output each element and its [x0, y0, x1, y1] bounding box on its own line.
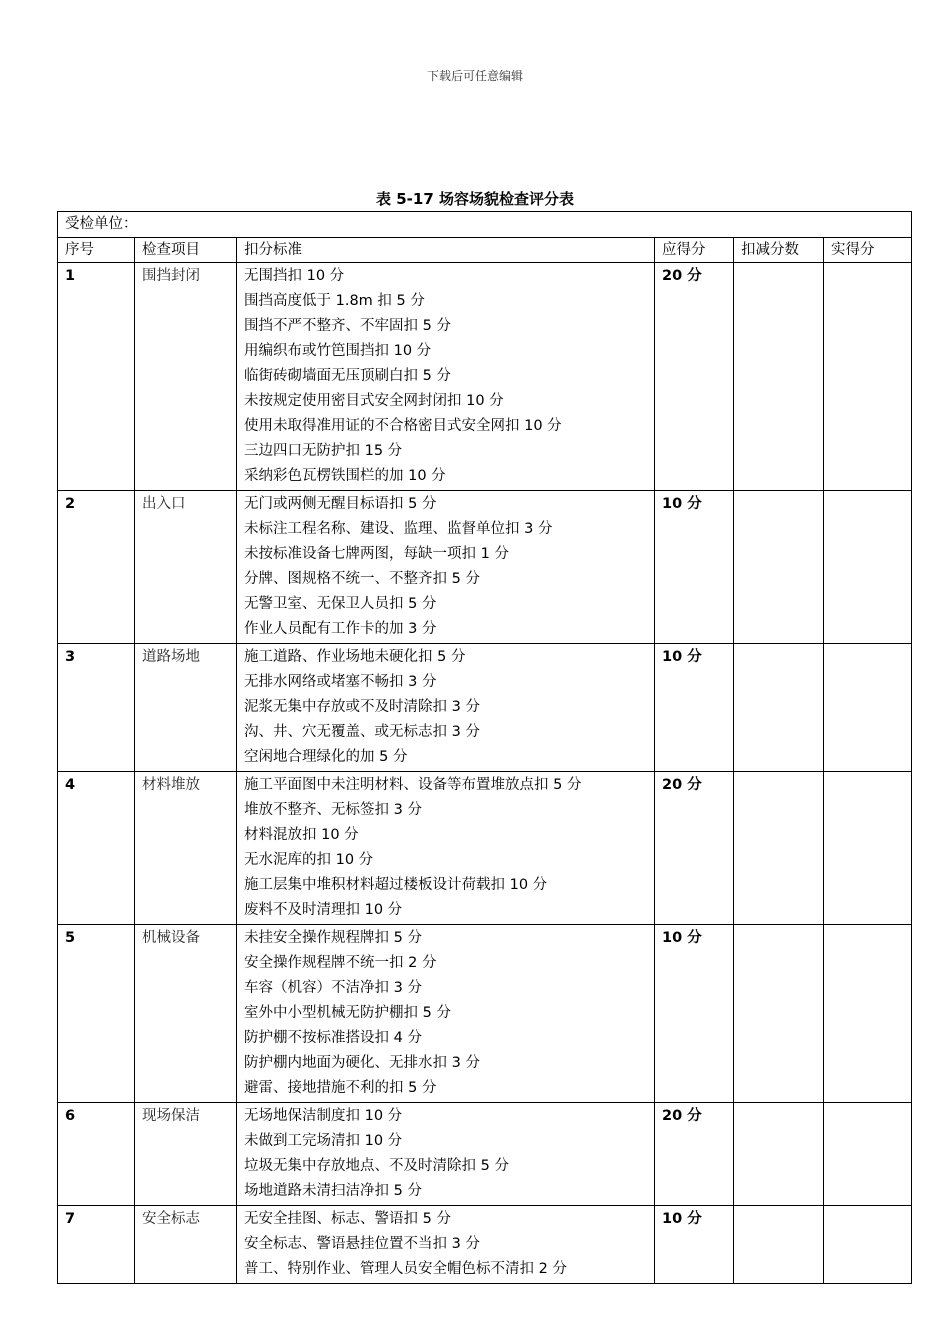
row-number: 2	[58, 491, 135, 644]
actual-score-cell	[824, 644, 912, 772]
criteria-line: 空闲地合理绿化的加 5 分	[244, 749, 408, 765]
col-header-deduction: 扣减分数	[734, 238, 824, 263]
criteria-line: 泥浆无集中存放或不及时清除扣 3 分	[244, 699, 480, 715]
deduction-cell	[734, 1103, 824, 1206]
header-row	[58, 238, 912, 263]
table-row	[58, 491, 912, 644]
criteria-line: 无场地保洁制度扣 10 分	[244, 1108, 403, 1124]
actual-score-cell	[824, 772, 912, 925]
criteria-line: 施工层集中堆积材料超过楼板设计荷载扣 10 分	[244, 877, 548, 893]
inspection-item: 围挡封闭	[135, 263, 237, 491]
inspected-unit-row	[58, 212, 912, 238]
criteria-line: 临街砖砌墙面无压顶刷白扣 5 分	[244, 368, 451, 384]
actual-score-cell	[824, 263, 912, 491]
actual-score-cell	[824, 925, 912, 1103]
criteria-line: 沟、井、穴无覆盖、或无标志扣 3 分	[244, 724, 480, 740]
deduction-cell	[734, 644, 824, 772]
criteria-line: 无安全挂图、标志、警语扣 5 分	[244, 1211, 451, 1227]
criteria-line: 使用未取得准用证的不合格密目式安全网扣 10 分	[244, 418, 562, 434]
full-score: 20 分	[655, 263, 734, 491]
criteria-line: 无门或两侧无醒目标语扣 5 分	[244, 496, 437, 512]
criteria-line: 用编织布或竹笆围挡扣 10 分	[244, 343, 432, 359]
full-score: 10 分	[655, 925, 734, 1103]
criteria-line: 未按规定使用密目式安全网封闭扣 10 分	[244, 393, 504, 409]
col-header-full-score: 应得分	[655, 238, 734, 263]
score-table-body	[58, 212, 912, 1284]
row-number: 4	[58, 772, 135, 925]
criteria-line: 未挂安全操作规程牌扣 5 分	[244, 930, 422, 946]
criteria-line: 未做到工完场清扣 10 分	[244, 1133, 403, 1149]
table-row	[58, 1206, 912, 1284]
criteria-line: 安全操作规程牌不统一扣 2 分	[244, 955, 437, 971]
inspection-item: 机械设备	[135, 925, 237, 1103]
deduction-criteria	[237, 1103, 655, 1206]
criteria-line: 车容（机容）不洁净扣 3 分	[244, 980, 422, 996]
inspection-item: 安全标志	[135, 1206, 237, 1284]
criteria-line: 无水泥库的扣 10 分	[244, 852, 374, 868]
inspection-item: 出入口	[135, 491, 237, 644]
table-row	[58, 644, 912, 772]
row-number: 1	[58, 263, 135, 491]
criteria-line: 无排水网络或堵塞不畅扣 3 分	[244, 674, 437, 690]
inspection-item: 道路场地	[135, 644, 237, 772]
criteria-line: 围挡高度低于 1.8m 扣 5 分	[244, 293, 425, 309]
table-row	[58, 1103, 912, 1206]
criteria-line: 施工道路、作业场地未硬化扣 5 分	[244, 649, 466, 665]
col-header-actual-score: 实得分	[824, 238, 912, 263]
header-note: 下载后可任意编辑	[426, 69, 523, 83]
criteria-line: 作业人员配有工作卡的加 3 分	[244, 621, 437, 637]
table-row	[58, 772, 912, 925]
deduction-criteria	[237, 263, 655, 491]
row-number: 6	[58, 1103, 135, 1206]
criteria-line: 无围挡扣 10 分	[244, 268, 345, 284]
criteria-line: 未按标准设备七牌两图，每缺一项扣 1 分	[244, 546, 509, 562]
actual-score-cell	[824, 491, 912, 644]
full-score: 10 分	[655, 644, 734, 772]
criteria-line: 普工、特别作业、管理人员安全帽色标不清扣 2 分	[244, 1261, 567, 1277]
actual-score-cell	[824, 1103, 912, 1206]
criteria-line: 三边四口无防护扣 15 分	[244, 443, 403, 459]
criteria-line: 废料不及时清理扣 10 分	[244, 902, 403, 918]
criteria-line: 采纳彩色瓦楞铁围栏的加 10 分	[244, 468, 446, 484]
col-header-no: 序号	[58, 238, 135, 263]
inspection-item: 材料堆放	[135, 772, 237, 925]
deduction-cell	[734, 772, 824, 925]
table-title: 表 5-17 场容场貌检查评分表	[376, 190, 574, 208]
score-table	[57, 211, 912, 1284]
col-header-criteria: 扣分标准	[237, 238, 655, 263]
deduction-cell	[734, 491, 824, 644]
criteria-line: 堆放不整齐、无标签扣 3 分	[244, 802, 422, 818]
actual-score-cell	[824, 1206, 912, 1284]
criteria-line: 垃圾无集中存放地点、不及时清除扣 5 分	[244, 1158, 509, 1174]
full-score: 10 分	[655, 1206, 734, 1284]
criteria-line: 无警卫室、无保卫人员扣 5 分	[244, 596, 437, 612]
deduction-criteria	[237, 772, 655, 925]
deduction-cell	[734, 925, 824, 1103]
criteria-line: 防护棚内地面为硬化、无排水扣 3 分	[244, 1055, 480, 1071]
inspected-unit-label: 受检单位：	[58, 212, 912, 238]
row-number: 7	[58, 1206, 135, 1284]
criteria-line: 安全标志、警语悬挂位置不当扣 3 分	[244, 1236, 480, 1252]
criteria-line: 防护棚不按标准搭设扣 4 分	[244, 1030, 422, 1046]
deduction-criteria	[237, 1206, 655, 1284]
full-score: 20 分	[655, 772, 734, 925]
full-score: 10 分	[655, 491, 734, 644]
criteria-line: 施工平面图中未注明材料、设备等布置堆放点扣 5 分	[244, 777, 582, 793]
criteria-line: 未标注工程名称、建设、监理、监督单位扣 3 分	[244, 521, 553, 537]
deduction-criteria	[237, 491, 655, 644]
inspection-item: 现场保洁	[135, 1103, 237, 1206]
col-header-item: 检查项目	[135, 238, 237, 263]
deduction-cell	[734, 1206, 824, 1284]
table-row	[58, 925, 912, 1103]
table-row	[58, 263, 912, 491]
criteria-line: 避雷、接地措施不利的扣 5 分	[244, 1080, 437, 1096]
criteria-line: 场地道路未清扫洁净扣 5 分	[244, 1183, 422, 1199]
criteria-line: 围挡不严不整齐、不牢固扣 5 分	[244, 318, 451, 334]
criteria-line: 材料混放扣 10 分	[244, 827, 359, 843]
criteria-line: 分牌、图规格不统一、不整齐扣 5 分	[244, 571, 480, 587]
deduction-cell	[734, 263, 824, 491]
deduction-criteria	[237, 925, 655, 1103]
row-number: 3	[58, 644, 135, 772]
full-score: 20 分	[655, 1103, 734, 1206]
row-number: 5	[58, 925, 135, 1103]
criteria-line: 室外中小型机械无防护棚扣 5 分	[244, 1005, 451, 1021]
deduction-criteria	[237, 644, 655, 772]
